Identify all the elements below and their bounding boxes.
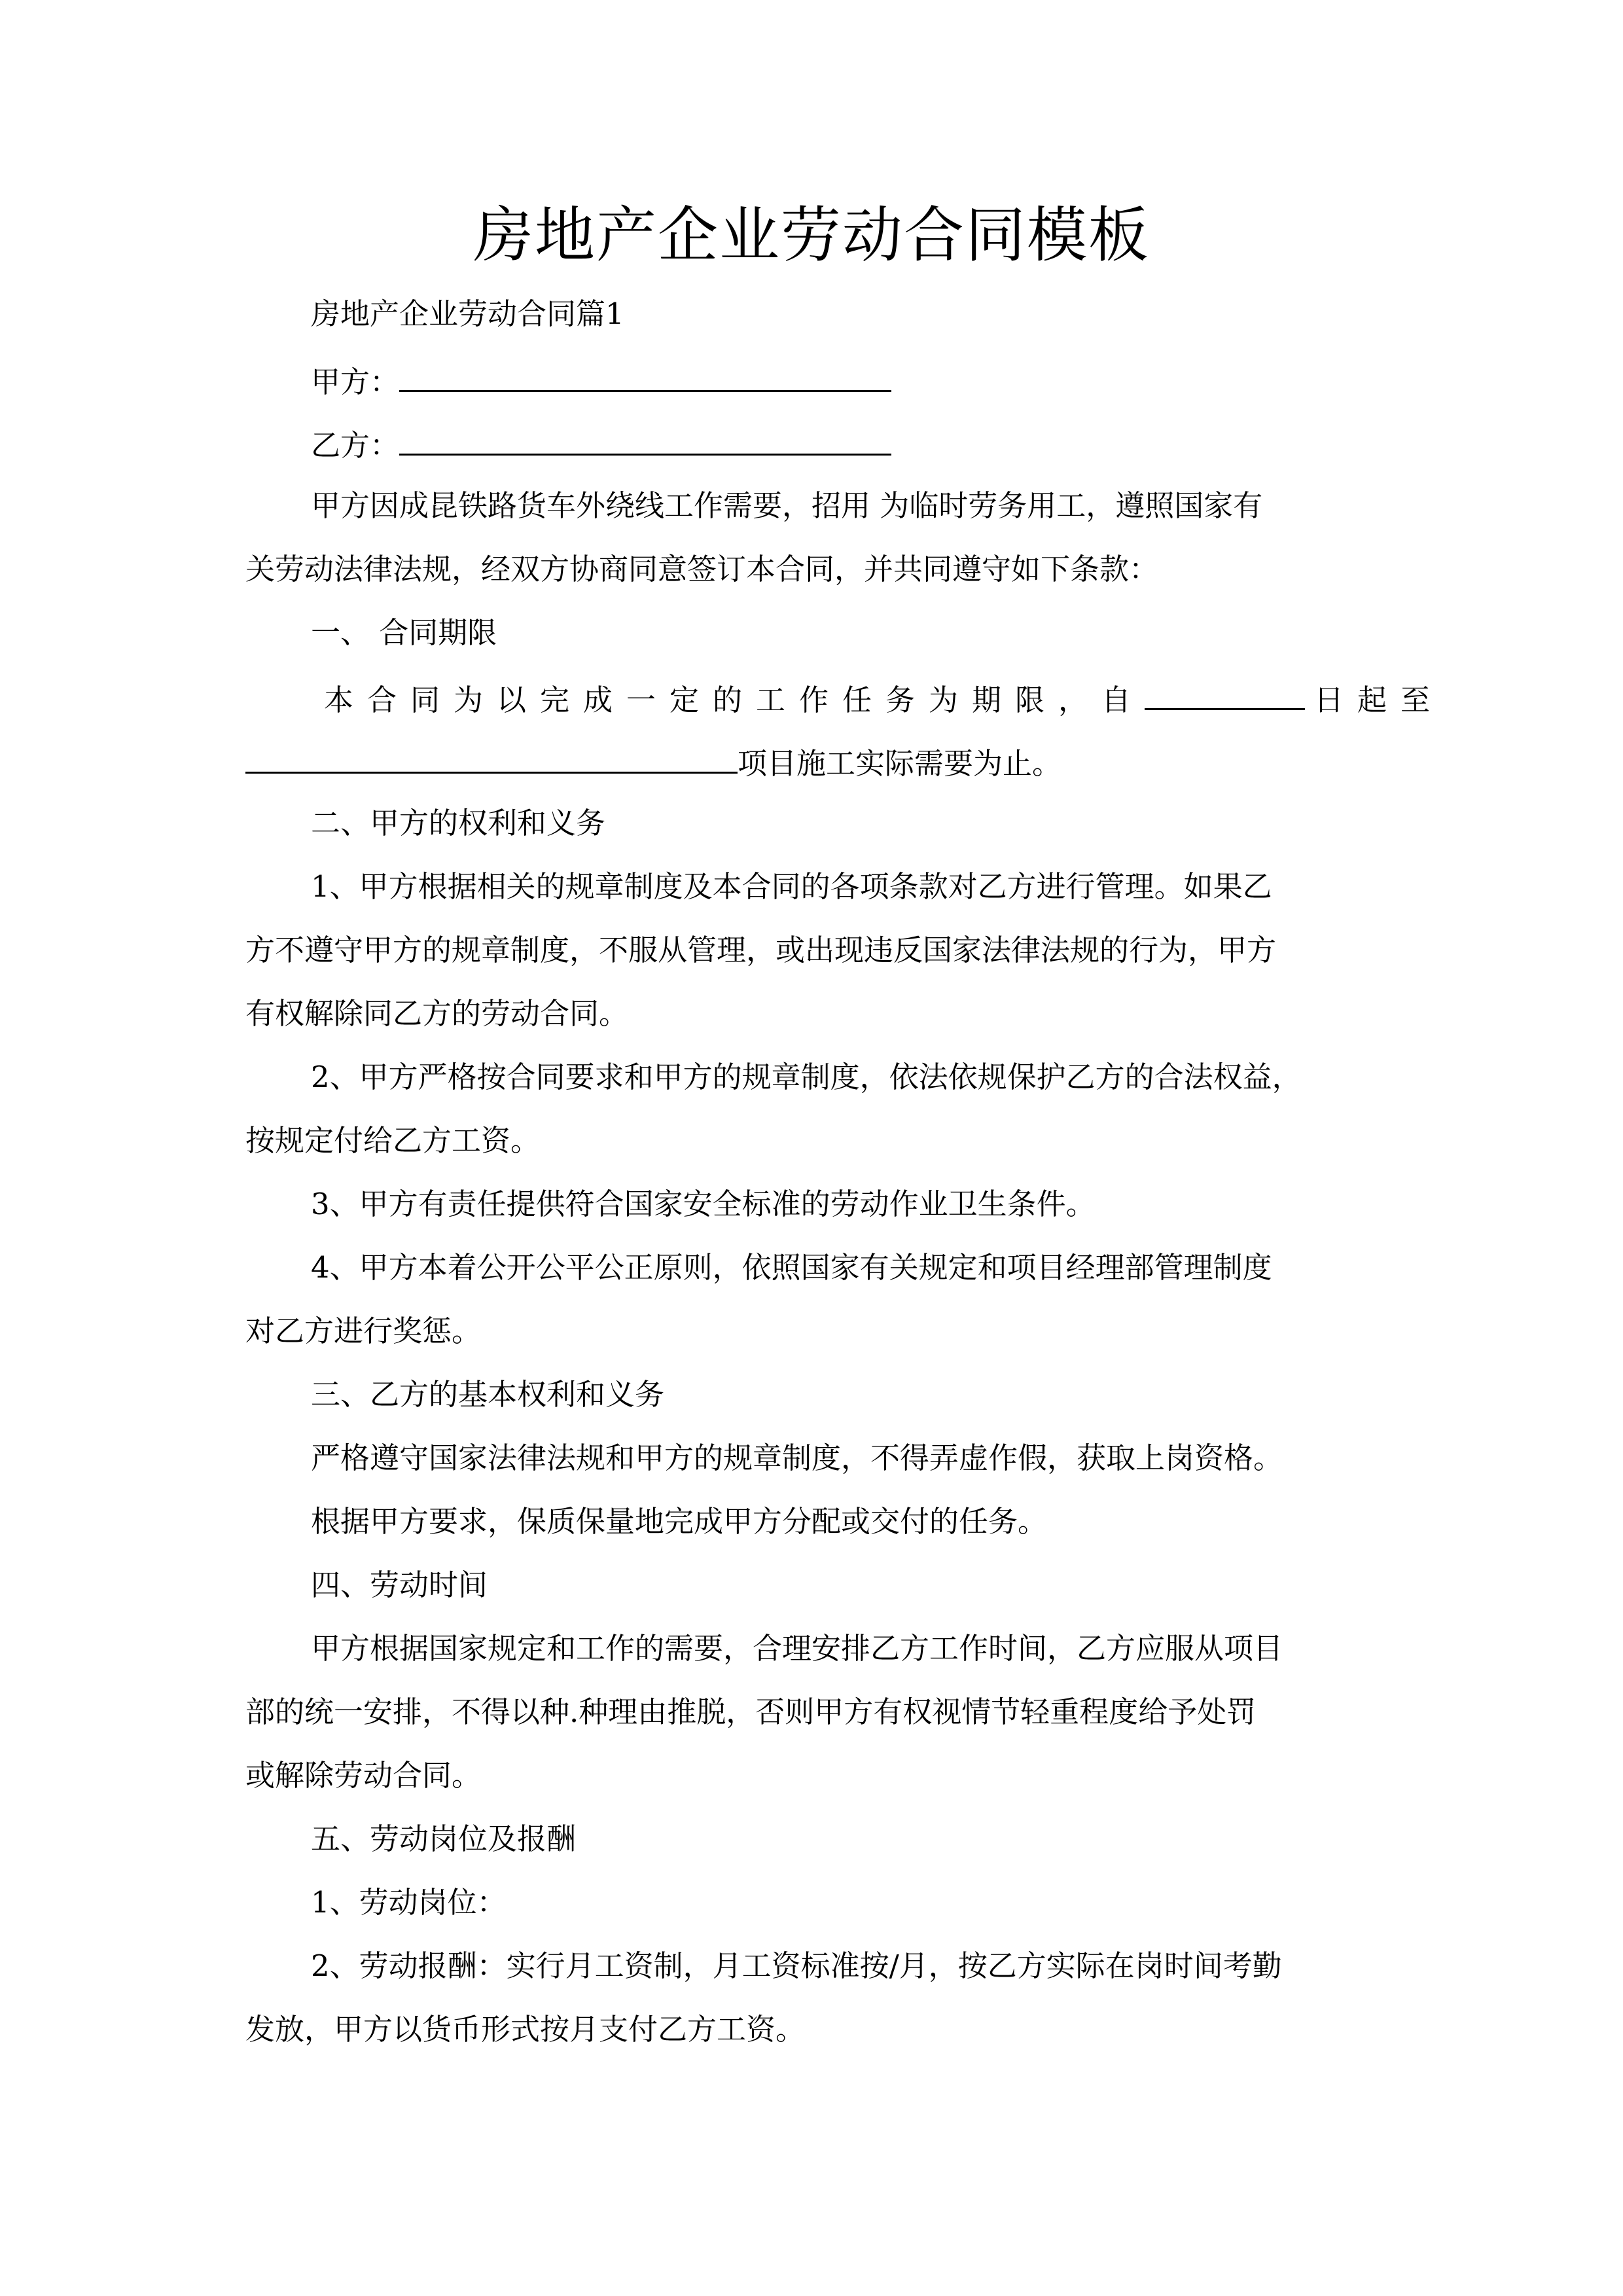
section-4-line-1: 甲方根据国家规定和工作的需要，合理安排乙方工作时间，乙方应服从项目	[311, 1631, 1283, 1666]
section-2-item-4-line-2: 对乙方进行奖惩。	[245, 1314, 482, 1348]
section-1-line-1	[324, 677, 1444, 720]
section-2-heading: 二、甲方的权利和义务	[311, 806, 606, 840]
section-1-heading: 一、 合同期限	[311, 615, 497, 650]
section-3-para-2: 根据甲方要求，保质保量地完成甲方分配或交付的任务。	[311, 1504, 1048, 1539]
section-2-item-2-line-1: 2、甲方严格按合同要求和甲方的规章制度，依法依规保护乙方的合法权益，	[311, 1060, 1302, 1094]
section-4-heading: 四、劳动时间	[311, 1568, 488, 1602]
section-2-item-1-line-1: 1、甲方根据相关的规章制度及本合同的各项条款对乙方进行管理。如果乙	[311, 869, 1272, 904]
section-5-item-1: 1、劳动岗位：	[311, 1885, 507, 1920]
section-3-heading: 三、乙方的基本权利和义务	[311, 1377, 665, 1412]
party-b-blank	[399, 422, 891, 456]
section-2-item-4-line-1: 4、甲方本着公开公平公正原则，依照国家有关规定和项目经理部管理制度	[311, 1250, 1272, 1285]
section-5-item-2-line-1: 2、劳动报酬：实行月工资制，月工资标准按/月，按乙方实际在岗时间考勤	[311, 1948, 1282, 1983]
section-5-heading: 五、劳动岗位及报酬	[311, 1821, 577, 1856]
intro-line-2: 关劳动法律法规，经双方协商同意签订本合同，并共同遵守如下条款：	[245, 552, 1159, 586]
party-b-label: 乙方：	[311, 428, 400, 463]
start-date-blank	[1145, 677, 1305, 710]
document-title: 房地产企业劳动合同模板	[473, 200, 1150, 270]
section-4-line-2: 部的统一安排，不得以种.种理由推脱，否则甲方有权视情节轻重程度给予处罚	[245, 1695, 1257, 1729]
section-2-item-3: 3、甲方有责任提供符合国家安全标准的劳动作业卫生条件。	[311, 1187, 1096, 1221]
end-condition-blank	[245, 740, 738, 774]
section-4-line-3: 或解除劳动合同。	[245, 1758, 482, 1793]
section-5-item-2-line-2: 发放，甲方以货币形式按月支付乙方工资。	[245, 2012, 806, 2047]
section-1-line-2	[245, 740, 1061, 783]
section-3-para-1: 严格遵守国家法律法规和甲方的规章制度，不得弄虚作假，获取上岗资格。	[311, 1441, 1283, 1475]
party-a-line	[311, 359, 891, 402]
term-text-after: 日起至	[1314, 683, 1444, 717]
section-2-item-1-line-2: 方不遵守甲方的规章制度，不服从管理，或出现违反国家法律法规的行为，甲方	[245, 933, 1277, 967]
party-a-blank	[399, 359, 891, 392]
party-a-label: 甲方：	[311, 365, 400, 399]
term-text-before: 本合同为以完成一定的工作任务为期限，自	[324, 683, 1145, 717]
section-2-item-2-line-2: 按规定付给乙方工资。	[245, 1123, 541, 1158]
intro-line-1: 甲方因成昆铁路货车外绕线工作需要，招用 为临时劳务用工，遵照国家有	[311, 488, 1263, 523]
section-2-item-1-line-3: 有权解除同乙方的劳动合同。	[245, 996, 629, 1031]
party-b-line	[311, 422, 891, 465]
term-text-end: 项目施工实际需要为止。	[738, 746, 1062, 781]
document-subtitle: 房地产企业劳动合同篇1	[311, 296, 624, 331]
